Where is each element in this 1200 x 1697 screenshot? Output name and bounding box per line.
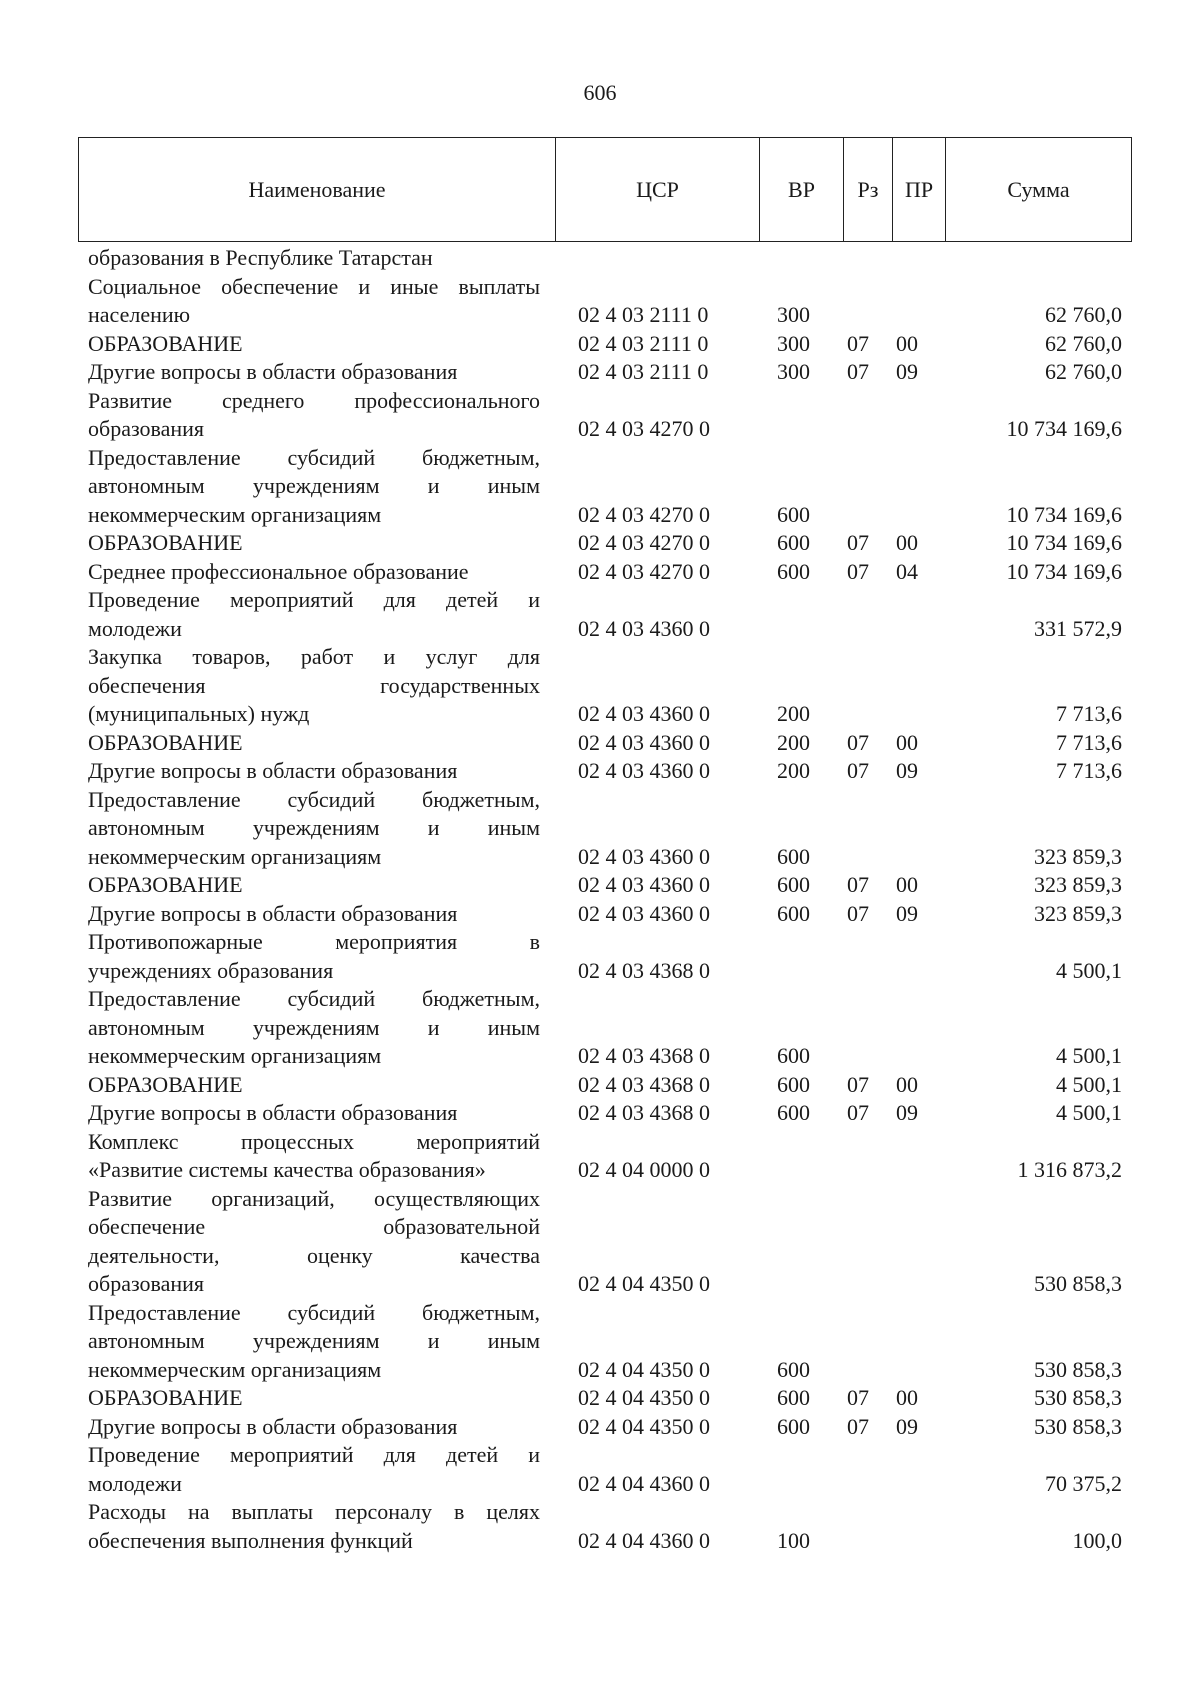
row-name-line: автономным учреждениям и иным — [88, 473, 540, 498]
row-sum: 62 760,0 — [1045, 359, 1122, 384]
row-rz: 07 — [847, 330, 869, 356]
row-pr: 00 — [896, 872, 918, 897]
row-name — [88, 900, 540, 929]
row-sum: 323 859,3 — [1034, 900, 1122, 926]
row-name-line: Предоставление субсидий бюджетным, — [88, 1299, 540, 1325]
row-code: 02 4 03 4368 0 — [578, 957, 710, 983]
row-name-line: деятельности, оценку качества — [88, 1242, 540, 1268]
row-vr: 600 — [777, 1413, 810, 1439]
row-vr: 600 — [777, 1043, 810, 1068]
row-sum: 4 500,1 — [1056, 1071, 1122, 1097]
row-vr: 200 — [777, 758, 810, 783]
row-name — [88, 1071, 540, 1100]
table-header — [78, 137, 1132, 242]
row-name-line: «Развитие системы качества образования» — [88, 1157, 486, 1182]
row-name-line: молодежи — [88, 1470, 182, 1496]
row-pr: 00 — [896, 729, 918, 755]
row-sum: 323 859,3 — [1034, 872, 1122, 897]
row-name — [88, 387, 540, 444]
row-name-line: Проведение мероприятий для детей и — [88, 587, 540, 612]
row-name — [88, 928, 540, 985]
row-name-line: Среднее профессиональное образование — [88, 558, 469, 584]
row-pr: 00 — [896, 530, 918, 555]
row-rz: 07 — [847, 1100, 869, 1125]
row-name-line: автономным учреждениям и иным — [88, 1328, 540, 1353]
row-rz: 07 — [847, 359, 869, 384]
row-name — [88, 871, 540, 900]
row-sum: 323 859,3 — [1034, 843, 1122, 869]
row-vr: 600 — [777, 1100, 810, 1125]
row-pr: 09 — [896, 900, 918, 926]
row-rz: 07 — [847, 1071, 869, 1097]
column-header-pr: ПР — [893, 138, 946, 241]
row-pr: 00 — [896, 1385, 918, 1410]
row-sum: 4 500,1 — [1056, 957, 1122, 983]
row-code: 02 4 03 4360 0 — [578, 758, 710, 783]
row-sum: 100,0 — [1072, 1527, 1122, 1553]
row-sum: 1 316 873,2 — [1017, 1157, 1122, 1182]
row-sum: 62 760,0 — [1045, 302, 1122, 327]
column-header-vr: ВР — [760, 138, 844, 241]
row-name — [88, 1384, 540, 1413]
row-vr: 600 — [777, 501, 810, 527]
row-sum: 530 858,3 — [1034, 1385, 1122, 1410]
row-sum: 4 500,1 — [1056, 1043, 1122, 1068]
row-name — [88, 786, 540, 872]
row-code: 02 4 04 4350 0 — [578, 1356, 710, 1382]
row-name — [88, 558, 540, 587]
row-code: 02 4 03 2111 0 — [578, 359, 709, 384]
row-code: 02 4 03 4360 0 — [578, 729, 710, 755]
row-code: 02 4 03 4360 0 — [578, 701, 710, 726]
row-name-line: Другие вопросы в области образования — [88, 1413, 458, 1439]
row-name-line: автономным учреждениям и иным — [88, 815, 540, 840]
row-sum: 7 713,6 — [1056, 701, 1122, 726]
row-name-line: Другие вопросы в области образования — [88, 900, 458, 926]
row-code: 02 4 03 4360 0 — [578, 900, 710, 926]
row-sum: 7 713,6 — [1056, 729, 1122, 755]
row-rz: 07 — [847, 900, 869, 926]
column-header-code: ЦСР — [556, 138, 760, 241]
row-code: 02 4 03 2111 0 — [578, 302, 709, 327]
row-code: 02 4 03 4360 0 — [578, 872, 710, 897]
row-name-line: обеспечения выполнения функций — [88, 1527, 413, 1553]
row-name-line: ОБРАЗОВАНИЕ — [88, 872, 243, 897]
row-name-line: Противопожарные мероприятия в — [88, 929, 540, 954]
row-sum: 4 500,1 — [1056, 1100, 1122, 1125]
row-name-line: обеспечения государственных — [88, 672, 540, 698]
row-code: 02 4 04 4350 0 — [578, 1271, 710, 1296]
row-code: 02 4 04 0000 0 — [578, 1157, 710, 1182]
row-pr: 09 — [896, 1413, 918, 1439]
row-name — [88, 1498, 540, 1555]
row-code: 02 4 03 4360 0 — [578, 615, 710, 641]
row-name — [88, 1413, 540, 1442]
row-name-line: учреждениях образования — [88, 957, 334, 983]
column-header-name: Наименование — [79, 138, 556, 241]
column-header-rz: Рз — [844, 138, 893, 241]
row-code: 02 4 03 4368 0 — [578, 1100, 710, 1125]
row-code: 02 4 04 4360 0 — [578, 1470, 710, 1496]
row-pr: 09 — [896, 758, 918, 783]
row-name-line: Развитие организаций, осуществляющих — [88, 1185, 540, 1211]
row-name — [88, 529, 540, 558]
page-number: 606 — [583, 80, 617, 105]
row-rz: 07 — [847, 1413, 869, 1439]
row-vr: 600 — [777, 843, 810, 869]
row-rz: 07 — [847, 530, 869, 555]
row-name-line: Другие вопросы в области образования — [88, 758, 458, 783]
row-name-line: ОБРАЗОВАНИЕ — [88, 330, 243, 356]
row-code: 02 4 03 4270 0 — [578, 416, 710, 441]
row-name-line: Закупка товаров, работ и услуг для — [88, 644, 540, 669]
row-name-line: (муниципальных) нужд — [88, 701, 310, 726]
row-name-line: некоммерческим организациям — [88, 501, 382, 527]
row-vr: 300 — [777, 359, 810, 384]
row-vr: 300 — [777, 302, 810, 327]
row-sum: 530 858,3 — [1034, 1356, 1122, 1382]
row-code: 02 4 03 4360 0 — [578, 843, 710, 869]
row-name-line: Комплекс процессных мероприятий — [88, 1128, 540, 1154]
row-name — [88, 244, 540, 273]
row-name-line: Предоставление субсидий бюджетным, — [88, 786, 540, 812]
row-name-line: некоммерческим организациям — [88, 1043, 382, 1068]
row-name-line: Проведение мероприятий для детей и — [88, 1442, 540, 1467]
column-header-sum: Сумма — [1007, 176, 1070, 202]
row-sum: 530 858,3 — [1034, 1271, 1122, 1296]
row-name — [88, 1441, 540, 1498]
row-name-line: Другие вопросы в области образования — [88, 1100, 458, 1125]
row-sum: 530 858,3 — [1034, 1413, 1122, 1439]
row-name-line: Предоставление субсидий бюджетным, — [88, 986, 540, 1011]
row-name-line: образования — [88, 1271, 205, 1296]
row-vr: 600 — [777, 1071, 810, 1097]
row-name-line: ОБРАЗОВАНИЕ — [88, 1071, 243, 1097]
row-vr: 600 — [777, 1356, 810, 1382]
row-sum: 10 734 169,6 — [1006, 530, 1122, 555]
row-sum: 62 760,0 — [1045, 330, 1122, 356]
row-sum: 7 713,6 — [1056, 758, 1122, 783]
row-vr: 600 — [777, 872, 810, 897]
row-name-line: ОБРАЗОВАНИЕ — [88, 1385, 243, 1410]
row-code: 02 4 04 4350 0 — [578, 1413, 710, 1439]
row-name-line: молодежи — [88, 615, 182, 641]
row-name-line: ОБРАЗОВАНИЕ — [88, 729, 243, 755]
row-pr: 00 — [896, 1071, 918, 1097]
row-rz: 07 — [847, 558, 869, 584]
row-name — [88, 1299, 540, 1385]
row-name — [88, 330, 540, 359]
row-name — [88, 1128, 540, 1185]
row-pr: 00 — [896, 330, 918, 356]
row-name — [88, 757, 540, 786]
row-name — [88, 273, 540, 330]
row-name — [88, 358, 540, 387]
row-rz: 07 — [847, 872, 869, 897]
row-code: 02 4 03 4270 0 — [578, 501, 710, 527]
row-code: 02 4 03 4368 0 — [578, 1071, 710, 1097]
row-name — [88, 1099, 540, 1128]
row-rz: 07 — [847, 758, 869, 783]
row-sum: 10 734 169,6 — [1006, 501, 1122, 527]
row-name-line: образования в Республике Татарстан — [88, 245, 433, 270]
row-vr: 200 — [777, 729, 810, 755]
row-name-line: Расходы на выплаты персоналу в целях — [88, 1499, 540, 1524]
row-name — [88, 643, 540, 729]
row-name-line: обеспечение образовательной — [88, 1214, 540, 1239]
row-sum: 10 734 169,6 — [1006, 558, 1122, 584]
row-name-line: автономным учреждениям и иным — [88, 1014, 540, 1040]
row-name-line: ОБРАЗОВАНИЕ — [88, 530, 243, 555]
row-pr: 09 — [896, 1100, 918, 1125]
row-name — [88, 729, 540, 758]
row-vr: 600 — [777, 558, 810, 584]
row-code: 02 4 03 4270 0 — [578, 530, 710, 555]
row-pr: 04 — [896, 558, 918, 584]
row-sum: 331 572,9 — [1034, 615, 1122, 641]
row-vr: 600 — [777, 530, 810, 555]
row-sum: 70 375,2 — [1045, 1470, 1122, 1496]
row-name-line: Развитие среднего профессионального — [88, 387, 540, 413]
row-code: 02 4 03 4368 0 — [578, 1043, 710, 1068]
row-name-line: некоммерческим организациям — [88, 843, 382, 869]
row-vr: 300 — [777, 330, 810, 356]
row-rz: 07 — [847, 1385, 869, 1410]
row-name-line: Другие вопросы в области образования — [88, 359, 458, 384]
row-vr: 600 — [777, 900, 810, 926]
row-name — [88, 1185, 540, 1299]
row-name-line: некоммерческим организациям — [88, 1356, 382, 1382]
row-vr: 600 — [777, 1385, 810, 1410]
row-name-line: населению — [88, 302, 191, 327]
row-code: 02 4 03 2111 0 — [578, 330, 709, 356]
row-code: 02 4 04 4360 0 — [578, 1527, 710, 1553]
row-code: 02 4 03 4270 0 — [578, 558, 710, 584]
row-code: 02 4 04 4350 0 — [578, 1385, 710, 1410]
row-vr: 200 — [777, 701, 810, 726]
row-vr: 100 — [777, 1527, 810, 1553]
row-pr: 09 — [896, 359, 918, 384]
row-name — [88, 444, 540, 530]
row-rz: 07 — [847, 729, 869, 755]
row-name-line: Предоставление субсидий бюджетным, — [88, 444, 540, 470]
row-sum: 10 734 169,6 — [1006, 416, 1122, 441]
row-name-line: образования — [88, 416, 205, 441]
row-name — [88, 586, 540, 643]
row-name — [88, 985, 540, 1071]
row-name-line: Социальное обеспечение и иные выплаты — [88, 273, 540, 299]
